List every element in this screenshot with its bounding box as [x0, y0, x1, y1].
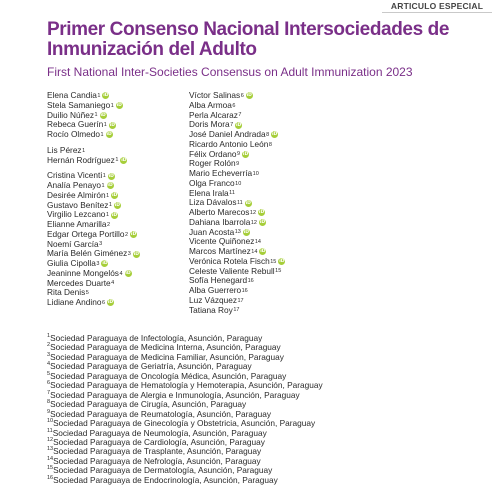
affiliation-number: 12: [47, 437, 54, 444]
author-entry: Rita Denis 5: [47, 287, 89, 298]
orcid-icon[interactable]: iD: [108, 173, 114, 179]
orcid-icon[interactable]: iD: [245, 200, 251, 206]
orcid-icon[interactable]: iD: [246, 93, 252, 99]
author-entry: Celeste Valiente Rebull 15: [189, 265, 282, 276]
affiliation-number: 9: [47, 408, 51, 415]
affiliation-number: 1: [47, 333, 51, 340]
author-entry: Roger Rolón 9: [189, 158, 240, 169]
affiliation-number: 5: [47, 371, 51, 378]
author-entry: Tatiana Roy 17: [189, 304, 240, 315]
orcid-icon[interactable]: iD: [103, 93, 109, 99]
affiliation-text: Sociedad Paraguaya de Geriatría, Asunción, Paraguay: [50, 361, 252, 372]
author-entry: Elena Candia 1 iD: [47, 90, 109, 100]
author-entry: Mario Echeverría 10: [189, 168, 259, 178]
orcid-icon[interactable]: iD: [272, 132, 278, 138]
affiliation-text: Sociedad Paraguaya de Hematología y Hemoterapia, Asunción, Paraguay: [50, 380, 323, 391]
affiliation-text: Sociedad Paraguaya de Infectología, Asunción, Paraguay: [50, 333, 263, 343]
affiliation-number: 11: [47, 427, 53, 434]
author-column-right: [189, 91, 285, 315]
author-name: Rocío Olmedo: [47, 129, 101, 139]
author-entry: Elena Irala 11: [189, 187, 235, 198]
author-entry: Alba Guerrero 16: [189, 285, 248, 295]
author-name: Gustavo Benítez: [47, 199, 109, 210]
author-entry: María Belén Giménez 3 iD: [47, 248, 139, 259]
author-entry: Víctor Salinas 6 iD: [189, 90, 252, 100]
affiliation-number: 2: [47, 342, 51, 349]
affiliation-text: Sociedad Paraguaya de Dermatología, Asunción, Paraguay: [53, 465, 273, 476]
affiliation-text: Sociedad Paraguaya de Alergia e Inmunología, Asunción, Paraguay: [50, 389, 300, 400]
orcid-icon[interactable]: iD: [111, 193, 118, 199]
affiliation-text: Sociedad Paraguaya de Trasplante, Asunción, Paraguay: [53, 446, 262, 457]
author-name: Duilio Núñez: [47, 109, 95, 120]
author-name: Edgar Ortega Portillo: [47, 228, 125, 239]
affiliation-text: Sociedad Paraguaya de Ginecología y Obstetricia, Asunción, Paraguay: [53, 418, 316, 429]
author-entry: Edgar Ortega Portillo 2 iD: [47, 228, 137, 239]
author-name: Rita Denis: [47, 287, 86, 298]
affiliation-entry: [47, 476, 323, 485]
affiliation-text: Sociedad Paraguaya de Endocrinología, Asunción, Paraguay: [53, 474, 278, 485]
author-entry: Olga Franco 10: [189, 177, 242, 188]
affiliation-number: 4: [47, 361, 51, 368]
orcid-icon[interactable]: iD: [114, 202, 121, 208]
author-name: Félix Ordano: [189, 148, 237, 159]
author-entry: Alba Armoa 6: [189, 99, 236, 110]
affiliation-text: Sociedad Paraguaya de Oncología Médica, Asunción, Paraguay: [50, 370, 287, 381]
affiliation-text: Sociedad Paraguaya de Reumatología, Asunción, Paraguay: [50, 408, 272, 419]
author-entry: Rocío Olmedo 1 iD: [47, 129, 112, 139]
author-name: Rebeca Guerín: [47, 119, 104, 130]
author-name: Alba Armoa: [189, 99, 232, 110]
author-entry: Juan Acosta 13 iD: [189, 226, 249, 237]
author-entry: Noemí García 3: [47, 238, 103, 249]
author-name: Verónica Rotela Fisch: [189, 255, 270, 266]
author-entry: Verónica Rotela Fisch 15 iD: [189, 255, 285, 266]
author-name: Víctor Salinas: [189, 90, 241, 100]
affiliation-number: 13: [47, 446, 54, 453]
author-name: Marcos Martínez: [189, 246, 251, 256]
orcid-icon[interactable]: iD: [259, 220, 266, 226]
author-entry: Félix Ordano 9 iD: [189, 148, 249, 159]
orcid-icon[interactable]: iD: [111, 212, 118, 218]
author-name: José Daniel Andrada: [189, 129, 266, 139]
orcid-icon[interactable]: iD: [100, 112, 106, 118]
orcid-icon[interactable]: iD: [260, 249, 266, 255]
orcid-icon[interactable]: iD: [236, 122, 242, 128]
orcid-icon[interactable]: iD: [116, 103, 122, 109]
author-name: Jeaninne Mongelós: [47, 267, 119, 278]
author-entry: José Daniel Andrada 8 iD: [189, 129, 278, 139]
author-name: Dahiana Ibarrola: [189, 216, 251, 227]
title-line: Inmunización del Adulto: [47, 38, 257, 60]
author-name: María Belén Giménez: [47, 248, 128, 259]
affiliation-number: 14: [47, 456, 54, 463]
author-entry: Cristina Vicenti 1 iD: [47, 170, 114, 181]
author-entry: Stela Samaniego 1 iD: [47, 99, 122, 110]
orcid-icon[interactable]: iD: [258, 210, 265, 216]
orcid-icon[interactable]: iD: [242, 151, 249, 157]
author-name: Sofía Henegard: [189, 275, 248, 286]
author-entry: Dahiana Ibarrola 12 iD: [189, 216, 266, 227]
author-name: Vicente Quiñonez: [189, 236, 255, 247]
affiliation-number: 6: [47, 380, 51, 387]
author-name: Juan Acosta: [189, 226, 235, 237]
author-name: Doris Mora: [189, 119, 230, 130]
affiliation-number: 15: [47, 465, 54, 472]
orcid-icon[interactable]: iD: [107, 183, 113, 189]
orcid-icon[interactable]: iD: [107, 300, 114, 306]
author-entry: Perla Alcaraz 7: [189, 109, 242, 120]
affiliation-text: Sociedad Paraguaya de Cirugía, Asunción, Paraguay: [50, 399, 247, 410]
affiliation-number: 10: [47, 418, 54, 425]
author-column-left: [47, 91, 140, 308]
affiliation-text: Sociedad Paraguaya de Nefrología, Asunción, Paraguay: [53, 455, 261, 466]
affiliation-number: 16: [47, 475, 54, 482]
author-entry: Duilio Núñez 1 iD: [47, 109, 106, 120]
author-entry: Ricardo Antonio León 8: [189, 138, 272, 149]
author-name: Lis Pérez: [47, 144, 82, 155]
author-entry: Alberto Marecos 12 iD: [189, 207, 265, 217]
author-entry: Elianne Amarilla 2: [47, 219, 111, 229]
author-entry: Doris Mora 7 iD: [189, 119, 242, 130]
affiliation-list: [47, 334, 323, 485]
author-entry: Desirée Almirón 1 iD: [47, 189, 118, 200]
author-name: Lidiane Andino: [47, 297, 102, 307]
author-name: Noemí García: [47, 238, 99, 249]
author-entry: Luz Vázquez 17: [189, 294, 244, 305]
orcid-icon[interactable]: iD: [106, 132, 112, 138]
author-entry: Lidiane Andino 6 iD: [47, 297, 114, 307]
author-name: Ricardo Antonio León: [189, 138, 269, 149]
author-name: Mercedes Duarte: [47, 277, 111, 288]
author-name: Roger Rolón: [189, 158, 236, 169]
affiliation-text: Sociedad Paraguaya de Medicina Familiar, Asunción, Paraguay: [50, 351, 284, 362]
author-name: Liza Dávalos: [189, 197, 237, 208]
author-name: Elena Candia: [47, 90, 97, 100]
author-entry: Jeaninne Mongelós 4 iD: [47, 267, 131, 278]
affiliation-number: 7: [47, 389, 51, 396]
orcid-icon[interactable]: iD: [243, 229, 249, 235]
article-title: [47, 20, 492, 59]
author-entry: Lis Pérez 1: [47, 144, 86, 155]
author-entry: Giulia Cipolla 3 iD: [47, 258, 108, 268]
author-name: Luz Vázquez: [189, 294, 237, 305]
author-name: Virgilio Lezcano: [47, 209, 106, 220]
title-line: Primer Consenso Nacional Intersociedades de: [47, 19, 449, 40]
orcid-icon[interactable]: iD: [125, 271, 131, 277]
affiliation-number: 8: [47, 399, 51, 406]
affiliation-text: Sociedad Paraguaya de Neumología, Asunción, Paraguay: [52, 427, 267, 438]
author-name: Alba Guerrero: [189, 285, 242, 295]
orcid-icon[interactable]: iD: [102, 261, 108, 267]
author-name: Elianne Amarilla: [47, 219, 107, 229]
author-entry: Marcos Martínez 14 iD: [189, 246, 266, 256]
author-entry: Mercedes Duarte 4: [47, 277, 115, 288]
author-entry: Sofía Henegard 16: [189, 275, 254, 286]
author-name: Alberto Marecos: [189, 207, 250, 217]
author-name: Desirée Almirón: [47, 189, 106, 200]
author-name: Giulia Cipolla: [47, 258, 96, 268]
orcid-icon[interactable]: iD: [130, 232, 137, 238]
affiliation-text: Sociedad Paraguaya de Medicina Interna, Asunción, Paraguay: [50, 342, 281, 353]
author-entry: Analía Penayo 1 iD: [47, 180, 113, 190]
author-name: Hernán Rodríguez: [47, 154, 115, 165]
author-name: Cristina Vicenti: [47, 170, 103, 181]
author-name: Celeste Valiente Rebull: [189, 265, 275, 276]
author-entry: Vicente Quiñonez 14: [189, 236, 261, 247]
author-name: Mario Echeverría: [189, 168, 253, 178]
author-entry: Liza Dávalos 11 iD: [189, 197, 251, 208]
author-name: Perla Alcaraz: [189, 109, 238, 120]
author-name: Stela Samaniego: [47, 99, 111, 110]
author-entry: Virgilio Lezcano 1 iD: [47, 209, 118, 220]
orcid-icon[interactable]: iD: [133, 251, 139, 257]
author-name: Olga Franco: [189, 177, 235, 188]
article-subtitle: First National Inter-Societies Consensus on Adult Immunization 2023: [47, 65, 413, 79]
author-entry: Gustavo Benítez 1 iD: [47, 199, 121, 210]
author-entry: Rebeca Guerín 1 iD: [47, 119, 115, 130]
author-name: Analía Penayo: [47, 180, 101, 190]
section-tag: ARTICULO ESPECIAL: [382, 0, 492, 13]
author-entry: Hernán Rodríguez 1 iD: [47, 154, 127, 165]
orcid-icon[interactable]: iD: [109, 122, 115, 128]
affiliation-number: 3: [47, 352, 51, 359]
affiliation-text: Sociedad Paraguaya de Cardiología, Asunción, Paraguay: [53, 436, 265, 447]
orcid-icon[interactable]: iD: [121, 157, 127, 163]
author-name: Elena Irala: [189, 187, 229, 198]
orcid-icon[interactable]: iD: [279, 259, 285, 265]
author-name: Tatiana Roy: [189, 304, 233, 315]
